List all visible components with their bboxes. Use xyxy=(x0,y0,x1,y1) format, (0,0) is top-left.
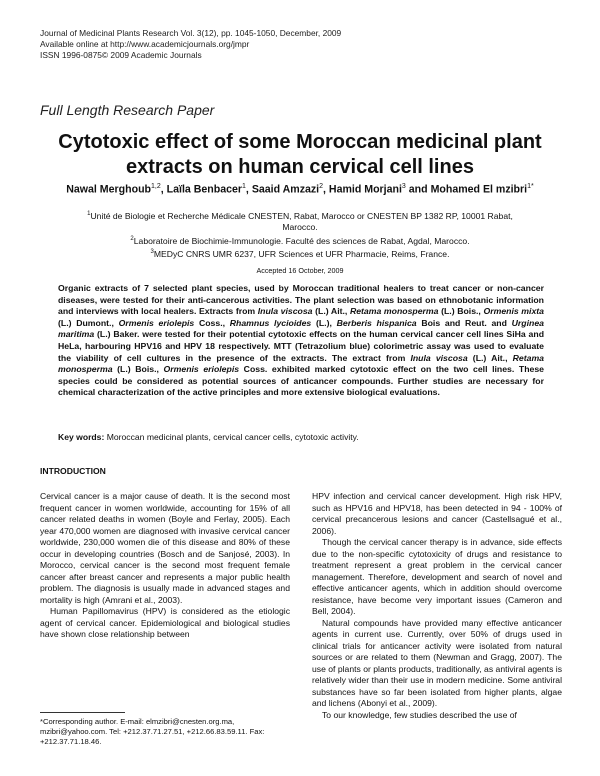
journal-issn: ISSN 1996-0875© 2009 Academic Journals xyxy=(40,50,202,60)
keywords-text: Moroccan medicinal plants, cervical cancer cells, cytotoxic activity. xyxy=(104,432,359,442)
abstract: Organic extracts of 7 selected plant species, used by Moroccan traditional healers to treat cancer or non-cancer diseases, were tested for their anti-cancerous activities. The plant selection was based on ethnobotanic information and interviews with local healers. Extracts from Inula viscosa (L.) Ait., Retama monosperma (L.) Bois., Ormenis mixta (L.) Dumont., Ormenis eriolepis Coss., Rhamnus lycioides (L.), Berberis hispanica Bois and Reut. and Urginea maritima (L.) Baker. were tested for their potential cytotoxic effects on the human cervical cancer cell lines SiHa and HeLa, harbouring HPV16 and HPV 18 respectively. MTT (Tetrazolium blue) colorimetric assay was used to evaluate the viability of cell cultures in the presence of the extracts. The extract from Inula viscosa (L.) Ait., Retama monosperma (L.) Bois., Ormenis eriolepis Coss. exhibited marked cytotoxic effect on the two cell lines. These species could be considered as potential sources of anticancer compounds. Further studies are necessary for chemical characterization of the active principles and more extensive biological evaluations. xyxy=(58,283,544,398)
title-line-1: Cytotoxic effect of some Moroccan medicinal plant xyxy=(58,131,542,153)
section-heading-introduction: INTRODUCTION xyxy=(40,466,106,476)
author-affiliation-mark: 1* xyxy=(527,183,534,190)
affiliation-3: $^3$MEDyC CNRS UMR 6237, UFR Sciences et UFR Pharmacie, Reims, France. xyxy=(150,249,450,260)
footnote-divider xyxy=(40,712,125,713)
affiliation-1-cont: Marocco. xyxy=(282,222,318,233)
affiliation-1: $^1$Unité de Biologie et Recherche Médicale CNESTEN, Rabat, Marocco or CNESTEN BP 1382 RP, 10001 Rabat, xyxy=(87,210,513,221)
keywords xyxy=(58,432,544,442)
author-affiliation-mark: 2 xyxy=(319,183,324,190)
author-list: Nawal Merghoub$^{1,2}$, Laïla Benbacer$^1$, Saaid Amzazi$^2$, Hamid Morjani$^3$ and Mohamed El mzibri$^{1*}$ xyxy=(66,183,534,196)
affiliation-2: $^2$Laboratoire de Biochimie-Immunologie. Faculté des sciences de Rabat, Agdal, Marocco. xyxy=(130,235,470,246)
article-type: Full Length Research Paper xyxy=(40,102,215,118)
paragraph: To our knowledge, few studies described the use of xyxy=(322,709,517,720)
journal-citation: Journal of Medicinal Plants Research Vol. 3(12), pp. 1045-1050, December, 2009 xyxy=(40,28,342,38)
author-name: Mohamed El mzibri xyxy=(430,183,528,196)
accepted-date: Accepted 16 October, 2009 xyxy=(256,266,344,275)
author-name: Hamid Morjani xyxy=(328,183,402,196)
affiliations xyxy=(40,209,560,261)
paragraph: Human Papillomavirus (HPV) is considered as the etiologic agent of cervical cancer. Epidemiological and biological studies have shown close relationship between xyxy=(40,606,290,639)
journal-header xyxy=(40,28,341,61)
journal-online-url: Available online at http://www.academicjournals.org/jmpr xyxy=(40,39,250,49)
paragraph: Natural compounds have provided many effective anticancer agents in current use. Currently, over 50% of drugs used in clinical trials for anticancer activity were isolated from natural sources or are related to them (Newman and Gragg, 2007). The use of plants or plants products, traditionally, as antiviral agents is relatively wider than their use in modern medicine. Some antiviral substances have so far been isolated from higher plants, algae and lichens (Abonyi et al., 2009). xyxy=(312,617,562,708)
body-column-left xyxy=(40,491,290,641)
author-affiliation-mark: 1 xyxy=(242,183,246,190)
author-name: Nawal Merghoub xyxy=(66,183,152,196)
author-name: Laïla Benbacer xyxy=(166,183,243,196)
author-name: Saaid Amzazi xyxy=(251,183,320,196)
author-affiliation-mark: 1,2 xyxy=(151,183,161,190)
paragraph: Cervical cancer is a major cause of death. It is the second most frequent cancer in women worldwide, accounting for 15% of all cancer related deaths in women (Boyle and Ferlay, 2005). Each year 470,000 women are diagnosed with invasive cervical cancer worldwide, 230,000 women die of this disease and 80% of these occur in developing countries (Bosch and de Sanjosé, 2003). In Morocco, cervical cancer is the second most frequent female cancer after breast cancer and represents a major public health problem. The diagnosis is usually made in advanced stages and mortality is high (Amrani et al., 2003). xyxy=(40,491,290,605)
paragraph: HPV infection and cervical cancer development. High risk HPV, such as HPV16 and HPV18, has been detected in 94 - 100% of cervical precancerous lesions and cancer (Castellsagué et al., 2006). xyxy=(312,491,562,536)
author-affiliation-mark: 3 xyxy=(401,183,406,190)
keywords-label: Key words: xyxy=(58,432,105,442)
paragraph: Though the cervical cancer therapy is in advance, side effects due to the non-specific cytotoxicity of drugs and resistance to treatment represent a great problem in the cervical cancer management. Therefore, development and search of novel and effective anticancer agents, which in addition should overcome resistance, have become very important issues (Cameron and Bell, 2004). xyxy=(312,537,562,616)
corresponding-author-footnote: *Corresponding author. E-mail: elmzibri@cnesten.org.ma, mzibri@yahoo.com. Tel: +212.37.71.27.51, +212.66.83.59.11. Fax: +212.37.71.18.46. xyxy=(40,717,265,746)
title-line-2: extracts on human cervical cell lines xyxy=(126,156,474,178)
paper-title xyxy=(40,130,560,180)
body-column-right xyxy=(312,491,562,721)
